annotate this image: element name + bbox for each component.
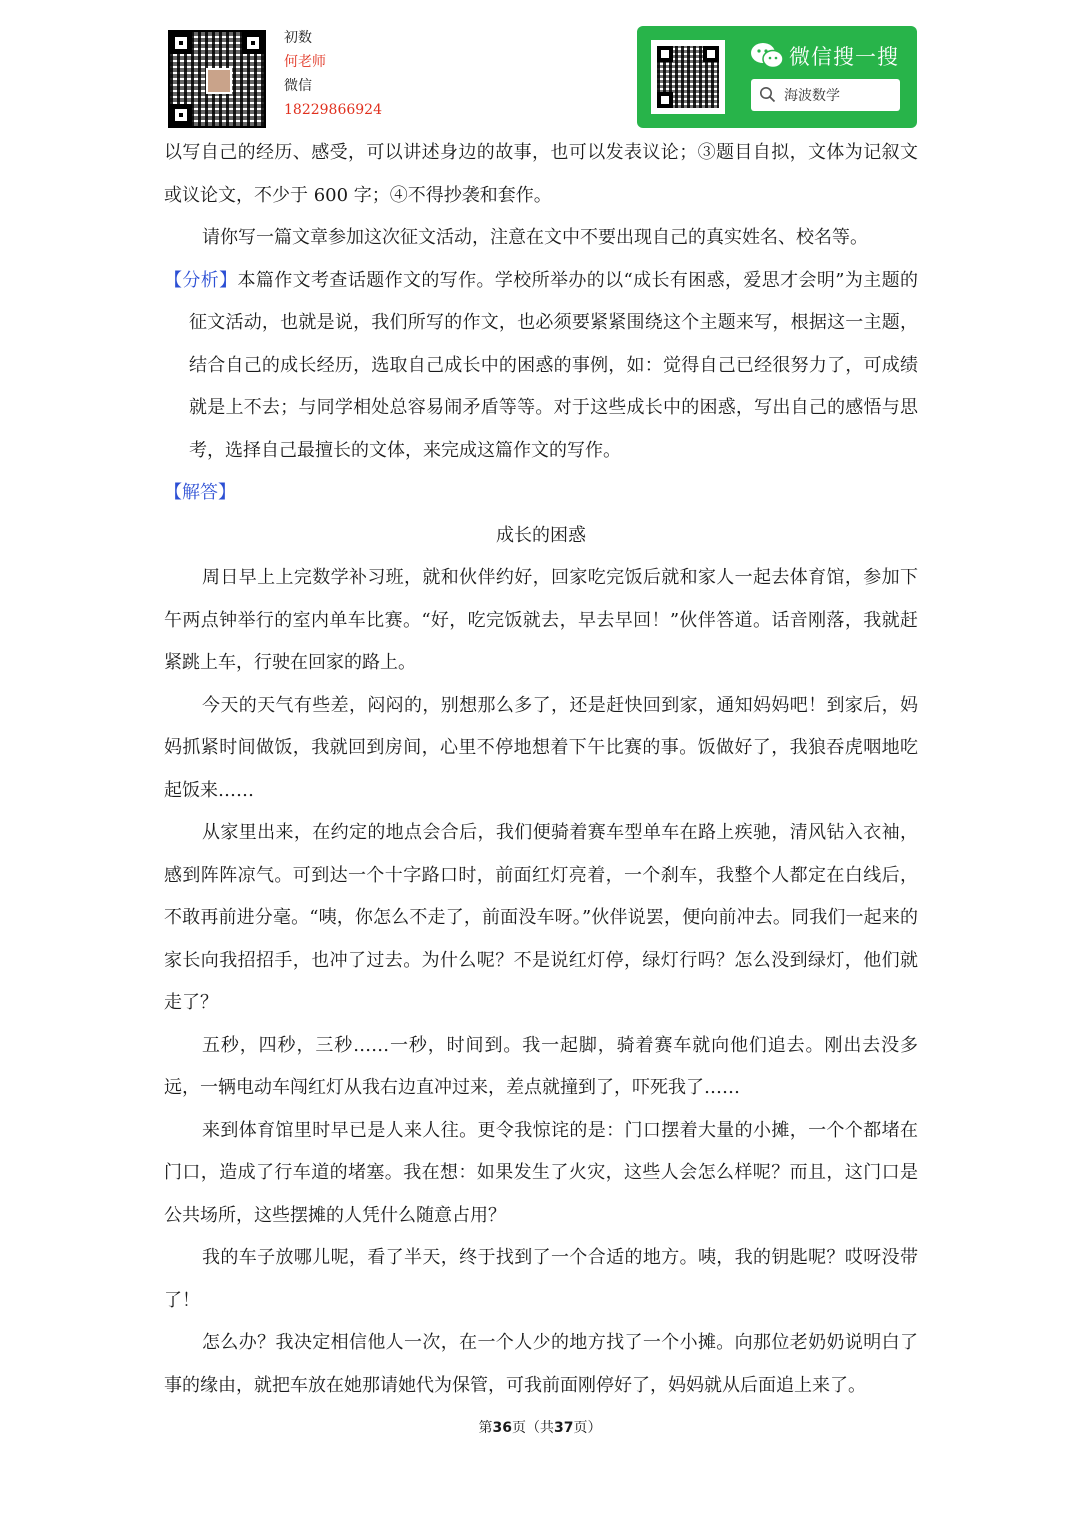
essay-paragraph: 我的车子放哪儿呢，看了半天，终于找到了一个合适的地方。咦，我的钥匙呢？哎呀没带了！	[164, 1247, 918, 1311]
answer-tag: 【解答】	[164, 482, 236, 503]
page-number: 36	[492, 1420, 512, 1436]
document-body	[164, 132, 918, 1407]
search-box[interactable]	[751, 79, 900, 111]
essay-paragraph: 五秒，四秒，三秒……一秒，时间到。我一起脚，骑着赛车就向他们追去。刚出去没多远，一辆电动车闯红灯从我右边直冲过来，差点就撞到了，吓死我了……	[164, 1034, 918, 1098]
search-icon	[759, 86, 776, 103]
total-pages: 37	[554, 1420, 574, 1436]
qr-code-icon	[651, 40, 725, 114]
analysis-text: 本篇作文考查话题作文的写作。学校所举办的以“成长有困惑，爱思才会明”为主题的征文活动，也就是说，我们所写的作文，也必须要紧紧围绕这个主题来写，根据这一主题，结合自己的成长经历，选取自己成长中的困惑的事例，如：觉得自己已经很努力了，可成绩就是上不去；与同学相处总容易闹矛盾等等。对于这些成长中的困惑，写出自己的感悟与思考，选择自己最擅长的文体，来完成这篇作文的写作。	[189, 269, 919, 461]
essay-title: 成长的困惑	[496, 524, 586, 546]
footer-suffix: 页）	[573, 1420, 602, 1436]
analysis-paragraph	[164, 260, 918, 473]
qr-code-icon	[168, 30, 266, 128]
contact-line-phone: 18229866924	[284, 102, 382, 118]
essay-paragraph: 今天的天气有些差，闷闷的，别想那么多了，还是赶快回到家，通知妈妈吧！到家后，妈妈抓紧时间做饭，我就回到房间，心里不停地想着下午比赛的事。饭做好了，我狼吞虎咽地吃起饭来……	[164, 694, 918, 801]
contact-info	[284, 26, 382, 122]
contact-line-subject: 初数	[284, 30, 312, 46]
prompt-paragraph: 请你写一篇文章参加这次征文活动，注意在文中不要出现自己的真实姓名、校名等。	[202, 227, 868, 248]
wechat-search-banner[interactable]	[637, 26, 917, 128]
footer-mid: 页（共	[512, 1420, 554, 1436]
page-footer	[0, 1417, 1080, 1437]
essay-paragraph: 周日早上上完数学补习班，就和伙伴约好，回家吃完饭后就和家人一起去体育馆，参加下午两点钟举行的室内单车比赛。“好，吃完饭就去，早去早回！”伙伴答道。话音刚落，我就赶紧跳上车，行驶在回家的路上。	[164, 567, 918, 673]
contact-line-teacher: 何老师	[284, 54, 326, 70]
contact-line-wechat: 微信	[284, 78, 312, 94]
essay-paragraph: 从家里出来，在约定的地点会合后，我们便骑着赛车型单车在路上疾驰，清风钻入衣袖，感到阵阵凉气。可到达一个十字路口时，前面红灯亮着，一个刹车，我整个人都定在白线后，不敢再前进分毫。“咦，你怎么不走了，前面没车呀。”伙伴说罢，便向前冲去。同我们一起来的家长向我招招手，也冲了过去。为什么呢？不是说红灯停，绿灯行吗？怎么没到绿灯，他们就走了？	[164, 822, 918, 1013]
wechat-logo-icon	[750, 42, 784, 70]
answer-paragraph	[164, 472, 918, 515]
prompt-paragraph: 以写自己的经历、感受，可以讲述身边的故事，也可以发表议论；③题目自拟，文体为记叙文或议论文，不少于 600 字；④不得抄袭和套作。	[164, 142, 918, 206]
essay-paragraph: 来到体育馆里时早已是人来人往。更令我惊诧的是：门口摆着大量的小摊，一个个都堵在门口，造成了行车道的堵塞。我在想：如果发生了火灾，这些人会怎么样呢？而且，这门口是公共场所，这些摆摊的人凭什么随意占用？	[164, 1119, 918, 1226]
analysis-tag: 【分析】	[164, 269, 238, 291]
search-query: 海波数学	[784, 88, 840, 104]
essay-paragraph: 怎么办？我决定相信他人一次，在一个人少的地方找了一个小摊。向那位老奶奶说明白了事的缘由，就把车放在她那请她代为保管，可我前面刚停好了，妈妈就从后面追上来了。	[164, 1332, 918, 1396]
footer-prefix: 第	[478, 1420, 493, 1436]
wechat-search-title: 微信搜一搜	[789, 45, 899, 69]
